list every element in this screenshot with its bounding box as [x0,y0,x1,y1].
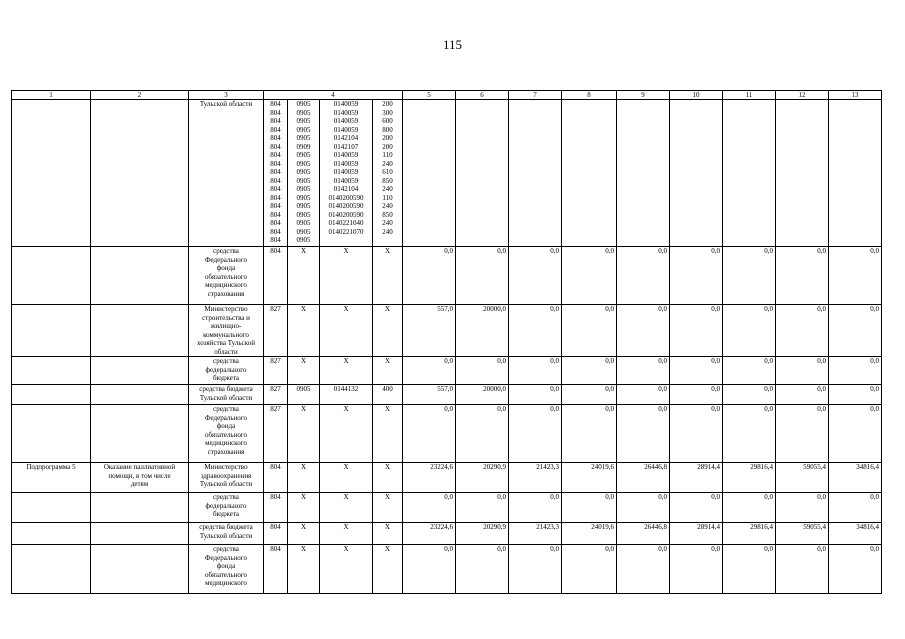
value-cell: 0,0 [723,385,776,405]
value-cell: 0,0 [617,405,670,463]
grbs-cell: 804 [264,247,288,305]
value-cell: 0,0 [829,545,882,594]
value-cell: 0,0 [670,493,723,523]
header-cell: 8 [562,91,617,100]
program-cell: Подпрограмма 5 [12,463,91,493]
grbs-cell: 827 [264,385,288,405]
value-cell: 0,0 [829,405,882,463]
value-cell: 0,0 [403,247,456,305]
value-cell: 0,0 [403,405,456,463]
name-cell [91,385,189,405]
rzpr-cell: Х [288,545,320,594]
vr-cell: Х [373,463,403,493]
value-cell: 0,0 [723,493,776,523]
value-cell: 0,0 [670,357,723,385]
value-cell [403,100,456,247]
value-cell: 0,0 [403,357,456,385]
header-cell: 11 [723,91,776,100]
value-cell: 21423,3 [509,523,562,545]
value-cell: 0,0 [723,247,776,305]
executor-cell: средства бюджета Тульской области [189,523,264,545]
value-cell: 0,0 [670,545,723,594]
value-cell: 0,0 [509,247,562,305]
value-cell [509,100,562,247]
csr-cell: Х [320,463,373,493]
value-cell [562,100,617,247]
value-cell: 557,0 [403,305,456,357]
value-cell: 0,0 [776,357,829,385]
header-cell: 4 [264,91,403,100]
rzpr-cell: Х [288,405,320,463]
value-cell: 0,0 [509,405,562,463]
header-cell: 5 [403,91,456,100]
header-cell: 13 [829,91,882,100]
value-cell: 0,0 [776,545,829,594]
value-cell: 0,0 [456,247,509,305]
vr-cell: Х [373,523,403,545]
program-cell [12,385,91,405]
program-cell [12,493,91,523]
table-row [12,385,882,405]
program-cell [12,247,91,305]
value-cell: 20000,0 [456,305,509,357]
csr-cell: Х [320,247,373,305]
executor-cell: средства Федерального фонда обязательного медицинского страхования [189,247,264,305]
name-cell [91,545,189,594]
table-row [12,523,882,545]
rzpr-cell: Х [288,357,320,385]
grbs-cell: 827 [264,357,288,385]
value-cell: 0,0 [723,305,776,357]
value-cell: 0,0 [562,385,617,405]
value-cell: 0,0 [617,545,670,594]
value-cell: 0,0 [403,493,456,523]
csr-cell: Х [320,405,373,463]
grbs-cell: 827 [264,405,288,463]
executor-cell: Министерство здравоохранения Тульской области [189,463,264,493]
header-cell: 2 [91,91,189,100]
executor-cell: средства федерального бюджета [189,357,264,385]
name-cell [91,100,189,247]
vr-cell: Х [373,545,403,594]
value-cell: 0,0 [509,305,562,357]
value-cell: 0,0 [562,247,617,305]
csr-cell: 0144132 [320,385,373,405]
executor-cell: средства Федерального фонда обязательного медицинского страхования [189,405,264,463]
grbs-cell: 804 [264,523,288,545]
value-cell: 0,0 [670,247,723,305]
csr-cell: Х [320,493,373,523]
value-cell: 59055,4 [776,523,829,545]
table-row [12,357,882,385]
grbs-cell: 804 [264,493,288,523]
value-cell: 0,0 [670,405,723,463]
csr-cell: 0140059 0140059 0140059 0140059 0142104 0142107 0140059 0140059 0140059 0140059 0142104 0140200590 0140200590 0140200590 0140221040 0140221070 [320,100,373,247]
table-row [12,247,882,305]
header-cell: 10 [670,91,723,100]
grbs-cell: 804 [264,463,288,493]
name-cell [91,493,189,523]
value-cell: 557,0 [403,385,456,405]
vr-cell: Х [373,305,403,357]
name-cell [91,523,189,545]
value-cell [776,100,829,247]
program-cell [12,100,91,247]
vr-cell: Х [373,405,403,463]
value-cell: 23224,6 [403,523,456,545]
value-cell: 0,0 [456,493,509,523]
value-cell: 0,0 [776,405,829,463]
program-cell [12,405,91,463]
value-cell: 0,0 [617,247,670,305]
csr-cell: Х [320,305,373,357]
vr-cell: 200 300 600 800 200 200 110 240 610 850 240 110 240 850 240 240 [373,100,403,247]
rzpr-cell: 0905 [288,385,320,405]
program-cell [12,305,91,357]
rzpr-cell: Х [288,463,320,493]
name-cell [91,247,189,305]
csr-cell: Х [320,523,373,545]
value-cell: 20290,9 [456,523,509,545]
name-cell: Оказание паллиативной помощи, в том числе детям [91,463,189,493]
name-cell [91,305,189,357]
table-row [12,405,882,463]
header-cell: 6 [456,91,509,100]
value-cell [829,100,882,247]
header-row [12,91,882,100]
value-cell [456,100,509,247]
value-cell: 23224,6 [403,463,456,493]
header-cell: 7 [509,91,562,100]
value-cell: 0,0 [723,545,776,594]
value-cell: 0,0 [776,385,829,405]
value-cell: 20290,9 [456,463,509,493]
executor-cell: средства Федерального фонда обязательного медицинского [189,545,264,594]
rzpr-cell: Х [288,247,320,305]
value-cell: 0,0 [509,385,562,405]
budget-table [11,90,882,594]
value-cell: 34816,4 [829,523,882,545]
value-cell: 0,0 [562,493,617,523]
value-cell: 0,0 [829,247,882,305]
value-cell: 24019,6 [562,523,617,545]
value-cell: 0,0 [776,493,829,523]
grbs-cell: 827 [264,305,288,357]
value-cell: 0,0 [509,357,562,385]
header-cell: 9 [617,91,670,100]
program-cell [12,523,91,545]
value-cell: 21423,3 [509,463,562,493]
value-cell: 34816,4 [829,463,882,493]
name-cell [91,405,189,463]
vr-cell: Х [373,357,403,385]
table-row [12,463,882,493]
table-row [12,100,882,247]
value-cell: 0,0 [776,247,829,305]
value-cell: 0,0 [723,405,776,463]
value-cell: 0,0 [403,545,456,594]
value-cell: 0,0 [617,385,670,405]
rzpr-cell: 0905 0905 0905 0905 0905 0909 0905 0905 0905 0905 0905 0905 0905 0905 0905 0905 0905 [288,100,320,247]
value-cell: 0,0 [776,305,829,357]
value-cell: 29816,4 [723,523,776,545]
value-cell: 0,0 [456,405,509,463]
vr-cell: Х [373,247,403,305]
value-cell [723,100,776,247]
grbs-cell: 804 [264,545,288,594]
executor-cell: средства бюджета Тульской области [189,385,264,405]
value-cell: 59055,4 [776,463,829,493]
value-cell: 0,0 [829,305,882,357]
name-cell [91,357,189,385]
csr-cell: Х [320,545,373,594]
value-cell: 0,0 [617,493,670,523]
vr-cell: Х [373,493,403,523]
value-cell: 26446,8 [617,463,670,493]
table-header [12,91,882,100]
value-cell: 29816,4 [723,463,776,493]
value-cell: 24019,6 [562,463,617,493]
grbs-cell: 804 804 804 804 804 804 804 804 804 804 804 804 804 804 804 804 804 [264,100,288,247]
value-cell: 0,0 [456,357,509,385]
value-cell: 20000,0 [456,385,509,405]
table-row [12,545,882,594]
program-cell [12,357,91,385]
value-cell: 0,0 [617,305,670,357]
value-cell [670,100,723,247]
value-cell: 0,0 [509,493,562,523]
value-cell: 0,0 [562,545,617,594]
value-cell: 0,0 [456,545,509,594]
value-cell: 0,0 [723,357,776,385]
rzpr-cell: Х [288,305,320,357]
value-cell: 0,0 [670,305,723,357]
value-cell: 28914,4 [670,523,723,545]
header-cell: 12 [776,91,829,100]
executor-cell: средства федерального бюджета [189,493,264,523]
csr-cell: Х [320,357,373,385]
vr-cell: 400 [373,385,403,405]
value-cell: 0,0 [829,357,882,385]
header-cell: 3 [189,91,264,100]
table-row [12,493,882,523]
value-cell: 28914,4 [670,463,723,493]
value-cell: 26446,8 [617,523,670,545]
value-cell: 0,0 [509,545,562,594]
value-cell: 0,0 [562,357,617,385]
value-cell: 0,0 [562,405,617,463]
value-cell: 0,0 [829,385,882,405]
program-cell [12,545,91,594]
header-cell: 1 [12,91,91,100]
table-body [12,100,882,594]
value-cell: 0,0 [829,493,882,523]
value-cell: 0,0 [670,385,723,405]
executor-cell: Министерство строительства и жилищно- коммунального хозяйства Тульской области [189,305,264,357]
executor-cell: Тульской области [189,100,264,247]
page-number: 115 [442,37,463,52]
rzpr-cell: Х [288,493,320,523]
value-cell: 0,0 [617,357,670,385]
rzpr-cell: Х [288,523,320,545]
value-cell [617,100,670,247]
table-row [12,305,882,357]
value-cell: 0,0 [562,305,617,357]
